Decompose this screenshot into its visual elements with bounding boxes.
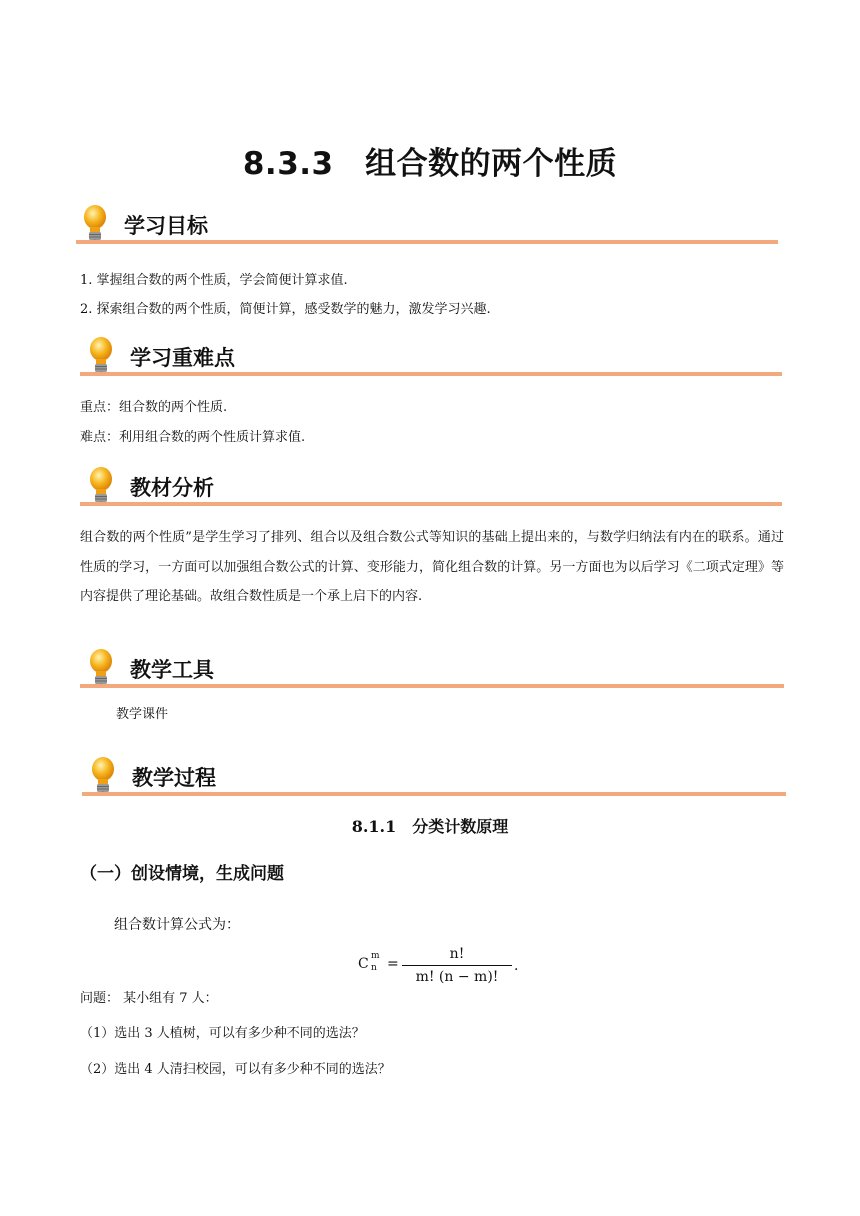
goal-item-1: 1. 掌握组合数的两个性质，学会简便计算求值. [80, 273, 348, 288]
formula-numerator: n! [449, 946, 465, 962]
section-analysis-title: 教材分析 [130, 476, 214, 500]
step-heading: （一）创设情境，生成问题 [80, 864, 284, 884]
formula-subscript: n [371, 963, 377, 973]
section-divider [76, 240, 778, 244]
formula-equals: = [387, 956, 399, 972]
tools-text: 教学课件 [116, 707, 169, 722]
lesson-subheading: 8.1.1 分类计数原理 [351, 817, 509, 836]
page-title: 8.3.3 组合数的两个性质 [242, 146, 618, 182]
lightbulb-icon [88, 756, 118, 796]
fraction-bar [402, 965, 512, 966]
lightbulb-icon [86, 466, 116, 506]
goal-item-2: 2. 探索组合数的两个性质，简便计算，感受数学的魅力，激发学习兴趣. [80, 302, 491, 317]
formula-symbol: C [358, 956, 369, 972]
difficulty-text: 难点：利用组合数的两个性质计算求值. [80, 430, 306, 445]
lightbulb-icon [86, 648, 116, 688]
section-divider [82, 792, 786, 796]
section-keypoints-title: 学习重难点 [130, 346, 235, 370]
formula-superscript: m [371, 951, 380, 961]
lightbulb-icon [86, 336, 116, 376]
section-divider [80, 372, 782, 376]
analysis-paragraph: 组合数的两个性质”是学生学习了排列、组合以及组合数公式等知识的基础上提出来的，与数学归纳法有内在的联系。通过性质的学习，一方面可以加强组合数公式的计算、变形能力，简化组合数的计算。另一方面也为以后学习《二项式定理》等内容提供了理论基础。故组合数性质是一个承上启下的内容. [80, 530, 784, 604]
question-item-1: （1）选出 3 人植树，可以有多少种不同的选法？ [80, 1026, 365, 1041]
section-tools-title: 教学工具 [130, 658, 214, 682]
section-divider [80, 684, 784, 688]
formula-fraction [402, 946, 512, 987]
formula-period: . [514, 958, 519, 974]
section-process-title: 教学过程 [132, 766, 216, 790]
lightbulb-icon [80, 204, 110, 244]
question-text: 问题： 某小组有 7 人： [80, 991, 218, 1006]
formula-denominator: m! (n − m)! [415, 969, 499, 985]
focus-text: 重点：组合数的两个性质. [80, 400, 228, 415]
section-divider [80, 502, 782, 506]
formula-intro: 组合数计算公式为： [114, 917, 240, 933]
question-item-2: （2）选出 4 人清扫校园，可以有多少种不同的选法？ [80, 1062, 391, 1077]
section-goals-title: 学习目标 [124, 214, 208, 238]
